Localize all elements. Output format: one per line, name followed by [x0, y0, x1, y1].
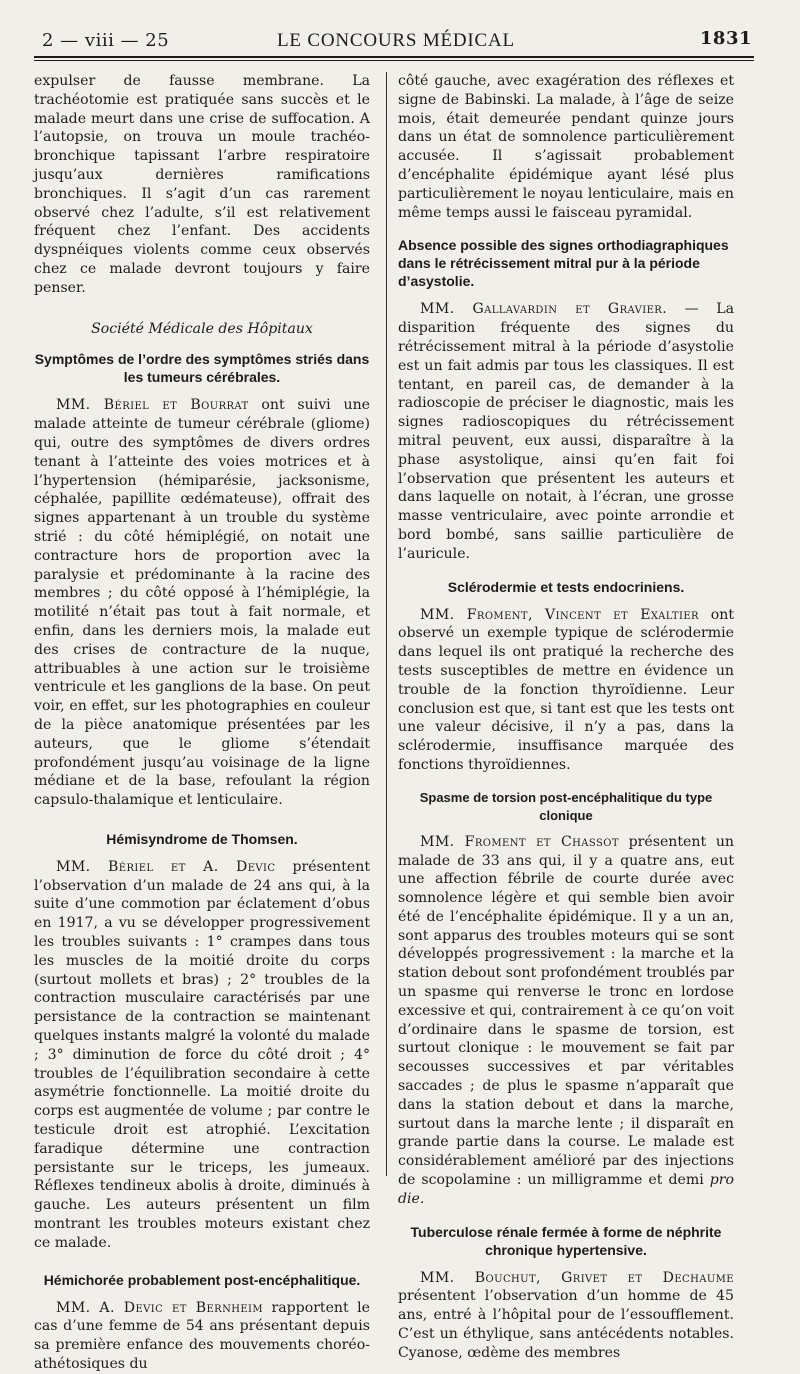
paragraph-text: — La disparition fréquente des signes du rétrécissement mitral à la période d’asystolie est un fait admis par tous les classiques. Il est tentant, en pareil cas, de demander à la radioscopie de préciser le diagnostic, mais les signes radioscopiques du rétrécissement mitral peuvent, eux aussi, disparaître à la phase asystolique, ainsi qu’en fait foi l’observation que présentent les auteurs et dans laquelle on notait, à l’écran, une grosse masse ventriculaire, avec pointe arrondie et bord bombé, sans saillie particulière de l’auricule.: [398, 301, 734, 562]
paragraph: [34, 1299, 370, 1374]
authors: MM. Froment et Chassot: [420, 833, 619, 850]
right-column: [398, 72, 734, 1363]
page-number: 1831: [699, 28, 752, 49]
paragraph-text: rapportent le cas d’une femme de 54 ans présentant depuis sa première enfance des mouvements choréo-athétosiques du: [34, 1299, 370, 1373]
page-header: [40, 26, 752, 52]
paragraph-text: présentent l’observation d’un malade de 24 ans qui, à la suite d’une commotion par éclatement d’obus en 1917, a vu se développer progressivement les troubles suivants : 1° crampes dans tous les muscles de la moitié droite du corps (surtout mollets et bras) ; 2° troubles de la contraction musculaire caractérisés par une persistance de la contraction se maintenant quelques instants malgré la volonté du malade ; 3° diminution de force du côté droit ; 4° troubles de l’équilibration secondaire à cette asymétrie fonctionnelle. La moitié droite du corps est augmentée de volume ; par contre le testicule droit est atrophié. L’excitation faradique détermine une contraction persistante sur le triceps, les jumeaux. Réflexes tendineux abolis à droite, diminués à gauche. Les auteurs présentent un film montrant les troubles moteurs existant chez ce malade.: [34, 858, 370, 1251]
header-rule-thin: [34, 60, 754, 61]
paragraph: [398, 300, 734, 563]
article-heading: Hémisyndrome de Thomsen.: [106, 830, 298, 847]
paragraph-text: ont observé un exemple typique de sclérodermie dans lequel ils ont pratiqué la recherche des tests susceptibles de mettre en évidence un trouble de la fonction thyroïdienne. Leur conclusion est que, si tant est que les tests ont une valeur décisive, il n’y a pas, dans la sclérodermie, insuffisance marquée des fonctions thyroïdiennes.: [398, 606, 734, 773]
article-heading: Hémichorée probablement post-encéphalitique.: [43, 1271, 361, 1288]
article-heading: Tuberculose rénale fermée à forme de néphrite chronique hypertensive.: [410, 1223, 722, 1258]
paragraph: [398, 606, 734, 775]
article-heading: Absence possible des signes orthodiagraphiques dans le rétrécissement mitral pur à la période d’asystolie.: [398, 237, 729, 290]
paragraph: côté gauche, avec exagération des réflexes et signe de Babinski. La malade, à l’âge de seize mois, était demeurée pendant quinze jours dans un état de somnolence particulièrement accusée. Il s’agissait probablement d’encéphalite épidémique ayant lésé plus particulièrement le noyau lenticulaire, mais en même temps aussi le faisceau pyramidal.: [398, 73, 734, 221]
paragraph-text: présentent un malade de 33 ans qui, il y a quatre ans, eut une affection fébrile de courte durée avec somnolence légère et qui semble bien avoir été de l’encéphalite épidémique. Il y a un an, sont apparus des troubles moteurs qui se sont développés progressivement : la marche et la station debout sont profondément troublés par un spasme qui renverse le tronc en lordose excessive et qui, contrairement à ce qu’on voit d’ordinaire dans le spasme de torsion, est surtout clonique : le mouvement se fait par secousses successives et par véritables saccades ; de plus le spasme n’apparaît que dans la station debout et dans la marche, surtout dans la marche lente ; il disparaît en grande partie dans la course. Le malade est considérablement amélioré par des injections de scopolamine : un milligramme et demi: [398, 833, 734, 1189]
left-column: [34, 72, 370, 1374]
paragraph-text: présentent l’observation d’un homme de 45 ans, entré à l’hôpital pour de l’essoufflement. C’est un éthylique, sans antécédents notables. Cyanose, œdème des membres: [398, 1288, 734, 1361]
authors: MM. Bouchut, Grivet et Dechaume: [420, 1269, 734, 1286]
issue-date: 2 — viii — 25: [42, 30, 170, 51]
paragraph: [398, 833, 734, 1209]
column-divider: [386, 72, 387, 1176]
authors: MM. Bériel et Bourrat: [56, 397, 249, 414]
article-heading: Symptômes de l’ordre des symptômes striés dans les tumeurs cérébrales.: [34, 351, 370, 386]
authors: MM. Gallavardin et Gravier.: [420, 301, 668, 318]
paragraph: [34, 396, 370, 810]
article-heading: Sclérodermie et tests endocriniens.: [447, 578, 685, 595]
paragraph: [398, 1269, 734, 1363]
article-heading: Spasme de torsion post-encéphalitique du type clonique: [419, 789, 713, 823]
paragraph-text: ont suivi une malade atteinte de tumeur cérébrale (gliome) qui, outre des symptômes de divers ordres tenant à l’atteinte des voies motrices et à l’hypertension (hémiparésie, jacksonisme, céphalée, papillite œdémateuse), offrait des signes appartenant à un trouble du système strié : du côté hémiplégié, on notait une contracture hors de proportion avec la paralysie et prédominante à la racine des membres ; du côté opposé à l’hémiplégie, la motilité n’était pas tout à fait normale, et enfin, dans les derniers mois, la malade eut des crises de contracture de la nuque, attribuables à une action sur le troisième ventricule et les ganglions de la base. On peut voir, en effet, sur les photographies en couleur de la pièce anatomique présentées par les auteurs, que le gliome s’étendait profondément jusqu’au voisinage de la ligne médiane et de la base, refoulant la région capsulo-thalamique et lenticulaire.: [34, 397, 370, 809]
authors: MM. Froment, Vincent et Exaltier: [420, 606, 699, 623]
italic-term: pro die.: [398, 1172, 734, 1207]
authors: MM. Bériel et A. Devic: [56, 858, 276, 875]
paragraph: [34, 858, 370, 1253]
paragraph: expulser de fausse membrane. La trachéotomie est pratiquée sans succès et le malade meurt dans une crise de suffocation. A l’autopsie, on trouva un moule trachéo-bronchique tapissant l’arbre respiratoire jusqu’aux dernières ramifications bronchiques. Il s’agit d’un cas rarement observé chez l’adulte, s’il est relativement fréquent chez l’enfant. Des accidents dyspnéiques violents comme ceux observés chez ce malade devront toujours y faire penser.: [34, 73, 370, 296]
header-rule: [34, 56, 754, 58]
authors: MM. A. Devic et Bernheim: [56, 1299, 264, 1316]
journal-title: LE CONCOURS MÉDICAL: [277, 30, 515, 51]
society-heading: Société Médicale des Hôpitaux: [91, 320, 313, 337]
